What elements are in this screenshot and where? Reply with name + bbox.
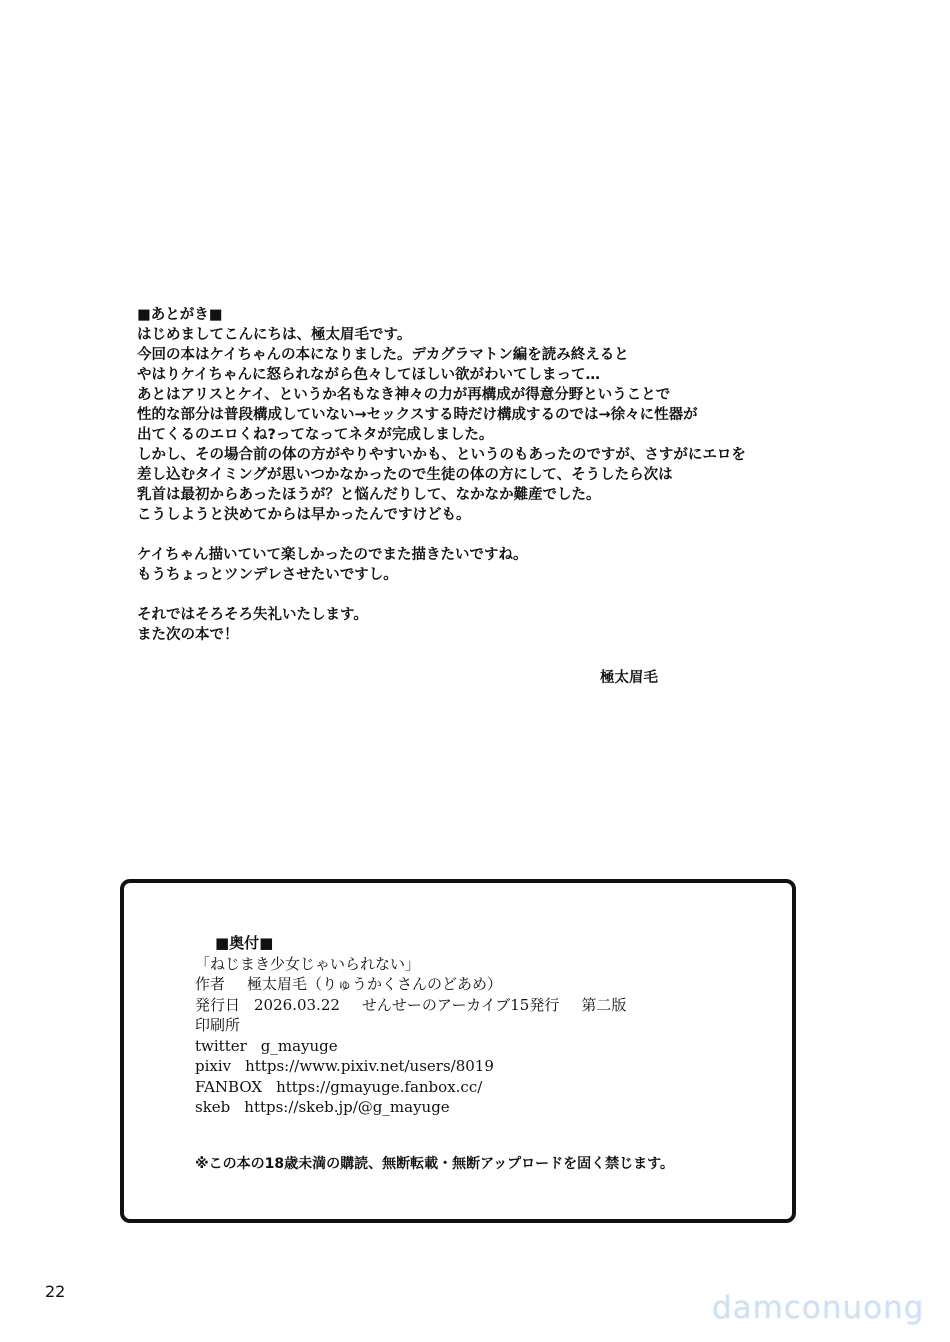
colophon-heading: ■奥付■	[215, 934, 274, 952]
afterword-line: もうちょっとツンデレさせたいですし。	[137, 567, 398, 583]
afterword-line: やはりケイちゃんに怒られながら色々してほしい欲がわいてしまって…	[137, 367, 600, 383]
paragraph-gap	[137, 585, 857, 605]
afterword-section	[137, 305, 857, 645]
link-value: https://skeb.jp/@g_mayuge	[244, 1098, 450, 1116]
afterword-heading: ■あとがき■	[137, 307, 223, 323]
afterword-line: また次の本で！	[137, 627, 239, 643]
link-row-skeb	[195, 1097, 775, 1118]
watermark: damconuong	[712, 1290, 925, 1326]
book-title: 「ねじまき少女じゃいられない」	[195, 954, 421, 973]
edition: 第二版	[581, 995, 627, 1014]
afterword-line: 性的な部分は普段構成していない→セックスする時だけ構成するのでは→徐々に性器が	[137, 407, 698, 423]
publish-row	[195, 995, 775, 1016]
afterword-line: 乳首は最初からあったほうが？と悩んだりして、なかなか難産でした。	[137, 487, 601, 503]
link-row-twitter	[195, 1036, 775, 1057]
link-label: twitter	[195, 1036, 247, 1055]
link-row-fanbox	[195, 1077, 775, 1098]
author-value: 極太眉毛（りゅうかくさんのどあめ）	[247, 975, 503, 993]
afterword-line: 出てくるのエロくね?ってなってネタが完成しました。	[137, 427, 494, 443]
publish-date: 2026.03.22	[254, 995, 340, 1014]
afterword-line: 今回の本はケイちゃんの本になりました。デカグラマトン編を読み終えると	[137, 347, 629, 363]
paragraph-gap	[137, 525, 857, 545]
publish-event: せんせーのアーカイブ15発行	[361, 995, 560, 1014]
author-row	[195, 974, 775, 995]
printer-label: 印刷所	[195, 1016, 241, 1034]
link-row-pixiv	[195, 1056, 775, 1077]
publish-label: 発行日	[195, 995, 241, 1014]
link-value: g_mayuge	[260, 1036, 338, 1055]
page-number: 22	[45, 1282, 66, 1301]
link-label: pixiv	[195, 1057, 232, 1075]
link-label: skeb	[195, 1098, 231, 1116]
link-value: https://gmayuge.fanbox.cc/	[276, 1077, 483, 1096]
afterword-line: しかし、その場合前の体の方がやりやすいかも、というのもあったのですが、さすがにエロを	[137, 447, 746, 463]
copyright-notice: ※この本の18歳未満の購読、無断転載・無断アップロードを固く禁じます。	[195, 1156, 674, 1172]
link-label: FANBOX	[195, 1077, 263, 1096]
author-label: 作者	[195, 975, 226, 993]
afterword-line: あとはアリスとケイ、というか名もなき神々の力が再構成が得意分野ということで	[137, 387, 671, 403]
afterword-line: それではそろそろ失礼いたします。	[137, 607, 368, 623]
afterword-line: はじめましてこんにちは、極太眉毛です。	[137, 327, 412, 343]
link-value: https://www.pixiv.net/users/8019	[245, 1057, 494, 1075]
afterword-line: ケイちゃん描いていて楽しかったのでまた描きたいですね。	[137, 547, 528, 563]
afterword-line: こうしようと決めてからは早かったんですけども。	[137, 507, 471, 523]
colophon-section	[195, 933, 775, 1118]
author-signature: 極太眉毛	[600, 670, 658, 686]
afterword-line: 差し込むタイミングが思いつかなかったので生徒の体の方にして、そうしたら次は	[137, 467, 673, 483]
